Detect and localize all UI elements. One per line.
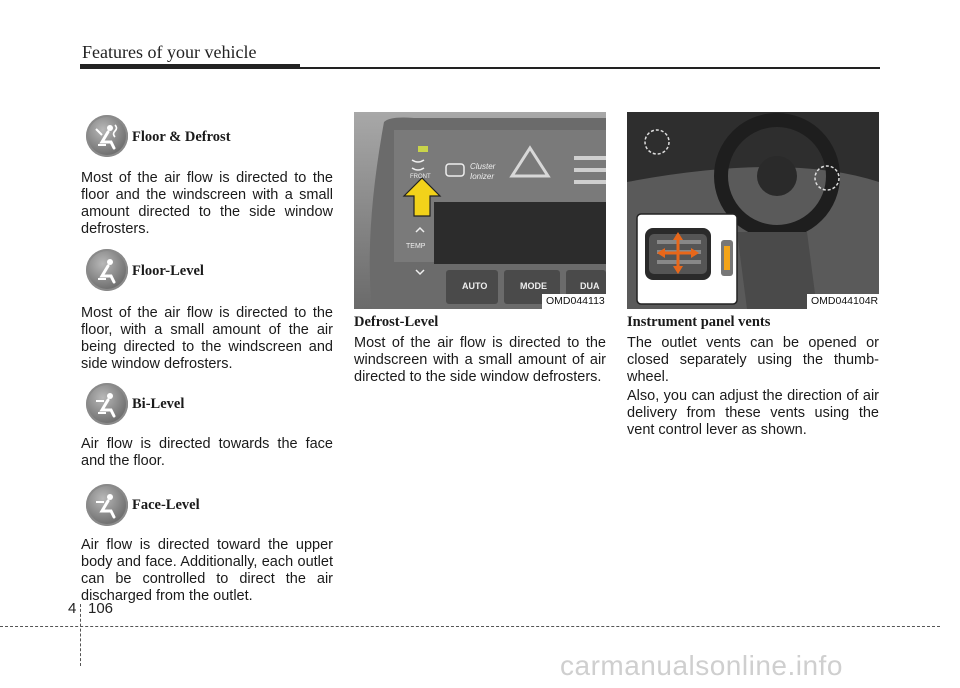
bi-level-icon [86,383,128,425]
instrument-vents-figure [627,112,879,309]
climate-panel-figure [354,112,606,309]
defrost-text: Most of the air flow is directed to the windscreen with a small amount of air directed to the side window defrosters. [354,335,606,385]
vents-heading: Instrument panel vents [627,314,771,330]
vents-text-2: Also, you can adjust the direction of air delivery from these vents using the vent control lever as shown. [627,388,879,438]
floor-level-icon [86,249,128,291]
page-number: 106 [88,600,114,617]
header-title: Features of your vehicle [82,42,257,62]
chapter-number: 4 [68,600,77,617]
cluster-label: Cluster [470,162,496,171]
face-level-icon [86,484,128,526]
footer-divider [0,626,940,627]
floor-defrost-label: Floor & Defrost [132,129,231,145]
vents-text-1: The outlet vents can be opened or closed separately using the thumb-wheel. [627,335,879,385]
bi-level-label: Bi-Level [132,396,185,412]
bi-level-text: Air flow is directed towards the face and the floor. [81,436,333,469]
dual-button-label: DUA [580,281,600,291]
floor-defrost-text: Most of the air flow is directed to the floor and the windscreen with a small amount directed to the side window defrosters. [81,170,333,237]
figure-code: OMD044113 [542,294,606,309]
figure-code: OMD044104R [807,294,879,309]
footer-vertical-divider [80,604,81,666]
floor-level-text: Most of the air flow is directed to the floor, with a small amount of the air being directed to the windscreen and side window defrosters. [81,305,333,372]
floor-defrost-icon [86,115,128,157]
face-level-label: Face-Level [132,497,200,513]
header-rule-thin [300,67,880,69]
auto-button-label: AUTO [462,281,488,291]
mode-button-label: MODE [520,281,547,291]
defrost-heading: Defrost-Level [354,314,439,330]
ionizer-label: Ionizer [470,172,495,181]
watermark: carmanualsonline.info [560,650,843,681]
floor-level-label: Floor-Level [132,263,204,279]
temp-label: TEMP [406,243,426,250]
face-level-text: Air flow is directed toward the upper body and face. Additionally, each outlet can be controlled to direct the air discharged from the outlet. [81,537,333,604]
header-rule [80,64,300,69]
front-label: FRONT [410,174,431,180]
